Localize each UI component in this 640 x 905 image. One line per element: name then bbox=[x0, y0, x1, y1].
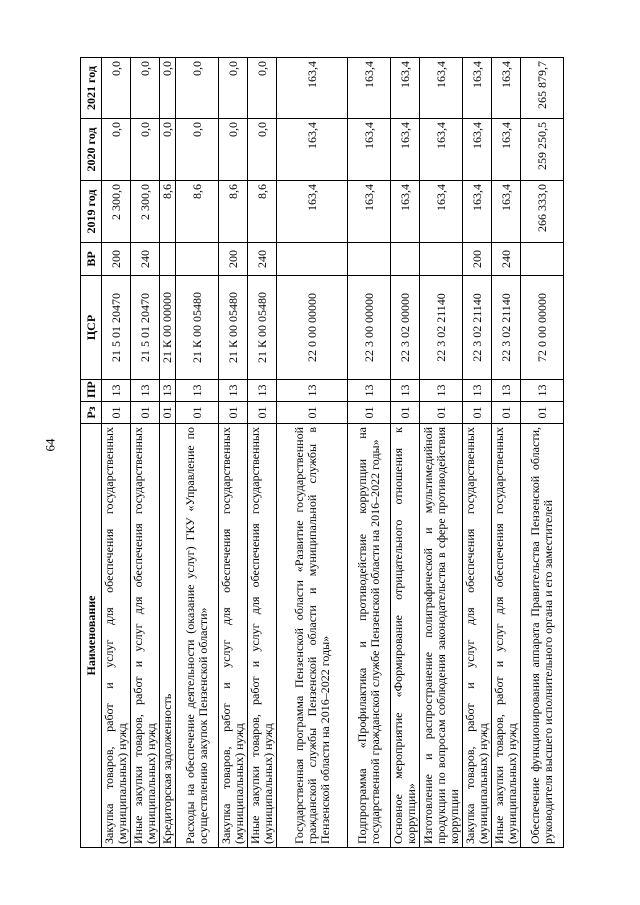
row-name-cell: Иные закупки товаров, работ и услуг для обеспечения государственных (муниципальных) нужд bbox=[492, 424, 521, 848]
row-csr-cell: 22 0 00 00000 bbox=[277, 276, 348, 380]
header-rz: Рз bbox=[81, 402, 102, 424]
row-pr-cell: 13 bbox=[420, 380, 463, 402]
row-2021-cell: 0,0 bbox=[176, 58, 219, 119]
row-2019-cell: 163,4 bbox=[277, 181, 348, 243]
row-2020-cell: 0,0 bbox=[176, 119, 219, 181]
row-2019-cell: 163,4 bbox=[348, 181, 391, 243]
row-pr-cell: 13 bbox=[248, 380, 277, 402]
row-name-cell: Изготовление и распространение полиграфической и мультимедийной продукции по вопросам соблюдения законодательства в сфере противодействия коррупции bbox=[420, 424, 463, 848]
page-number: 64 bbox=[42, 438, 58, 452]
row-2019-cell: 163,4 bbox=[492, 181, 521, 243]
row-rz-cell: 01 bbox=[219, 402, 248, 424]
row-2021-cell: 163,4 bbox=[391, 58, 420, 119]
row-2021-cell: 0,0 bbox=[102, 58, 131, 119]
row-name-cell: Закупка товаров, работ и услуг для обеспечения государственных (муниципальных) нужд bbox=[219, 424, 248, 848]
row-vr-cell bbox=[391, 243, 420, 276]
budget-table bbox=[80, 57, 564, 848]
row-2020-cell: 259 250,5 bbox=[521, 119, 564, 181]
row-vr-cell: 240 bbox=[492, 243, 521, 276]
row-pr-cell: 13 bbox=[131, 380, 160, 402]
row-2019-cell: 163,4 bbox=[420, 181, 463, 243]
header-name: Наименование bbox=[81, 424, 102, 848]
row-2019-cell: 266 333,0 bbox=[521, 181, 564, 243]
row-csr-cell: 22 3 02 21140 bbox=[492, 276, 521, 380]
header-vr: ВР bbox=[81, 243, 102, 276]
table-row bbox=[248, 58, 277, 848]
header-pr: ПР bbox=[81, 380, 102, 402]
row-pr-cell: 13 bbox=[277, 380, 348, 402]
row-csr-cell: 22 3 02 00000 bbox=[391, 276, 420, 380]
row-2021-cell: 163,4 bbox=[348, 58, 391, 119]
row-pr-cell: 13 bbox=[102, 380, 131, 402]
row-2021-cell: 265 879,7 bbox=[521, 58, 564, 119]
row-2020-cell: 163,4 bbox=[277, 119, 348, 181]
row-rz-cell: 01 bbox=[492, 402, 521, 424]
row-rz-cell: 01 bbox=[131, 402, 160, 424]
row-vr-cell bbox=[176, 243, 219, 276]
row-name-cell: Закупка товаров, работ и услуг для обеспечения государственных (муниципальных) нужд bbox=[463, 424, 492, 848]
row-rz-cell: 01 bbox=[420, 402, 463, 424]
row-csr-cell: 22 3 02 21140 bbox=[463, 276, 492, 380]
row-name-cell: Подпрограмма «Профилактика и противодействие коррупции на государственной гражданской службе Пензенской области на 2016–2022 годы» bbox=[348, 424, 391, 848]
row-pr-cell: 13 bbox=[391, 380, 420, 402]
row-2020-cell: 0,0 bbox=[131, 119, 160, 181]
row-2020-cell: 0,0 bbox=[160, 119, 176, 181]
row-name-cell: Иные закупки товаров, работ и услуг для обеспечения государственных (муниципальных) нужд bbox=[248, 424, 277, 848]
row-pr-cell: 13 bbox=[521, 380, 564, 402]
table-row bbox=[219, 58, 248, 848]
row-vr-cell: 200 bbox=[463, 243, 492, 276]
row-2020-cell: 163,4 bbox=[348, 119, 391, 181]
header-csr: ЦСР bbox=[81, 276, 102, 380]
row-rz-cell: 01 bbox=[277, 402, 348, 424]
row-name-cell: Обеспечение функционирования аппарата Правительства Пензенской области, руководителя высшего исполнительного органа и его заместителей bbox=[521, 424, 564, 848]
row-rz-cell: 01 bbox=[463, 402, 492, 424]
row-pr-cell: 13 bbox=[160, 380, 176, 402]
header-2021: 2021 год bbox=[81, 58, 102, 119]
row-2021-cell: 163,4 bbox=[420, 58, 463, 119]
row-vr-cell bbox=[160, 243, 176, 276]
row-2020-cell: 163,4 bbox=[463, 119, 492, 181]
row-name-cell: Основное мероприятие «Формирование отрицательного отношения к коррупции» bbox=[391, 424, 420, 848]
row-vr-cell bbox=[521, 243, 564, 276]
row-2020-cell: 163,4 bbox=[492, 119, 521, 181]
row-pr-cell: 13 bbox=[219, 380, 248, 402]
table-row bbox=[492, 58, 521, 848]
row-rz-cell: 01 bbox=[391, 402, 420, 424]
row-2019-cell: 8,6 bbox=[160, 181, 176, 243]
row-2020-cell: 0,0 bbox=[248, 119, 277, 181]
row-2021-cell: 0,0 bbox=[248, 58, 277, 119]
table-row bbox=[102, 58, 131, 848]
row-2021-cell: 0,0 bbox=[219, 58, 248, 119]
table-row bbox=[348, 58, 391, 848]
row-rz-cell: 01 bbox=[521, 402, 564, 424]
row-2019-cell: 163,4 bbox=[463, 181, 492, 243]
table-row bbox=[277, 58, 348, 848]
row-2019-cell: 2 300,0 bbox=[131, 181, 160, 243]
rotated-table-container bbox=[80, 58, 560, 848]
row-rz-cell: 01 bbox=[348, 402, 391, 424]
row-2019-cell: 8,6 bbox=[248, 181, 277, 243]
row-csr-cell: 22 3 00 00000 bbox=[348, 276, 391, 380]
table-row bbox=[521, 58, 564, 848]
row-rz-cell: 01 bbox=[160, 402, 176, 424]
header-2020: 2020 год bbox=[81, 119, 102, 181]
table-row bbox=[176, 58, 219, 848]
table-header-row bbox=[81, 58, 102, 848]
row-rz-cell: 01 bbox=[248, 402, 277, 424]
row-2021-cell: 0,0 bbox=[131, 58, 160, 119]
row-vr-cell bbox=[348, 243, 391, 276]
row-csr-cell: 21 5 01 20470 bbox=[131, 276, 160, 380]
row-rz-cell: 01 bbox=[102, 402, 131, 424]
row-2020-cell: 163,4 bbox=[420, 119, 463, 181]
row-2021-cell: 163,4 bbox=[277, 58, 348, 119]
row-2020-cell: 0,0 bbox=[102, 119, 131, 181]
table-body bbox=[102, 58, 564, 848]
header-2019: 2019 год bbox=[81, 181, 102, 243]
row-2019-cell: 163,4 bbox=[391, 181, 420, 243]
table-row bbox=[420, 58, 463, 848]
row-csr-cell: 21 К 00 05480 bbox=[219, 276, 248, 380]
row-vr-cell bbox=[420, 243, 463, 276]
row-2019-cell: 2 300,0 bbox=[102, 181, 131, 243]
row-2021-cell: 163,4 bbox=[492, 58, 521, 119]
row-csr-cell: 21 К 00 05480 bbox=[248, 276, 277, 380]
row-name-cell: Кредиторская задолженность bbox=[160, 424, 176, 848]
row-pr-cell: 13 bbox=[463, 380, 492, 402]
row-rz-cell: 01 bbox=[176, 402, 219, 424]
row-csr-cell: 21 К 00 00000 bbox=[160, 276, 176, 380]
row-csr-cell: 21 К 00 05480 bbox=[176, 276, 219, 380]
row-vr-cell: 200 bbox=[102, 243, 131, 276]
table-row bbox=[160, 58, 176, 848]
row-pr-cell: 13 bbox=[176, 380, 219, 402]
table-row bbox=[131, 58, 160, 848]
table-row bbox=[463, 58, 492, 848]
row-vr-cell: 200 bbox=[219, 243, 248, 276]
row-vr-cell: 240 bbox=[248, 243, 277, 276]
row-pr-cell: 13 bbox=[492, 380, 521, 402]
row-2019-cell: 8,6 bbox=[176, 181, 219, 243]
row-2021-cell: 0,0 bbox=[160, 58, 176, 119]
row-csr-cell: 72 0 00 00000 bbox=[521, 276, 564, 380]
row-name-cell: Расходы на обеспечение деятельности (оказание услуг) ГКУ «Управление по осуществлению закупок Пензенской области» bbox=[176, 424, 219, 848]
row-2021-cell: 163,4 bbox=[463, 58, 492, 119]
row-name-cell: Закупка товаров, работ и услуг для обеспечения государственных (муниципальных) нужд bbox=[102, 424, 131, 848]
row-vr-cell bbox=[277, 243, 348, 276]
row-csr-cell: 22 3 02 21140 bbox=[420, 276, 463, 380]
table-row bbox=[391, 58, 420, 848]
row-2019-cell: 8,6 bbox=[219, 181, 248, 243]
row-name-cell: Государственная программа Пензенской области «Развитие государственной гражданской службы Пензенской области и муниципальной службы в Пензенской области на 2016–2022 годы» bbox=[277, 424, 348, 848]
row-vr-cell: 240 bbox=[131, 243, 160, 276]
row-csr-cell: 21 5 01 20470 bbox=[102, 276, 131, 380]
row-name-cell: Иные закупки товаров, работ и услуг для обеспечения государственных (муниципальных) нужд bbox=[131, 424, 160, 848]
row-pr-cell: 13 bbox=[348, 380, 391, 402]
row-2020-cell: 0,0 bbox=[219, 119, 248, 181]
row-2020-cell: 163,4 bbox=[391, 119, 420, 181]
